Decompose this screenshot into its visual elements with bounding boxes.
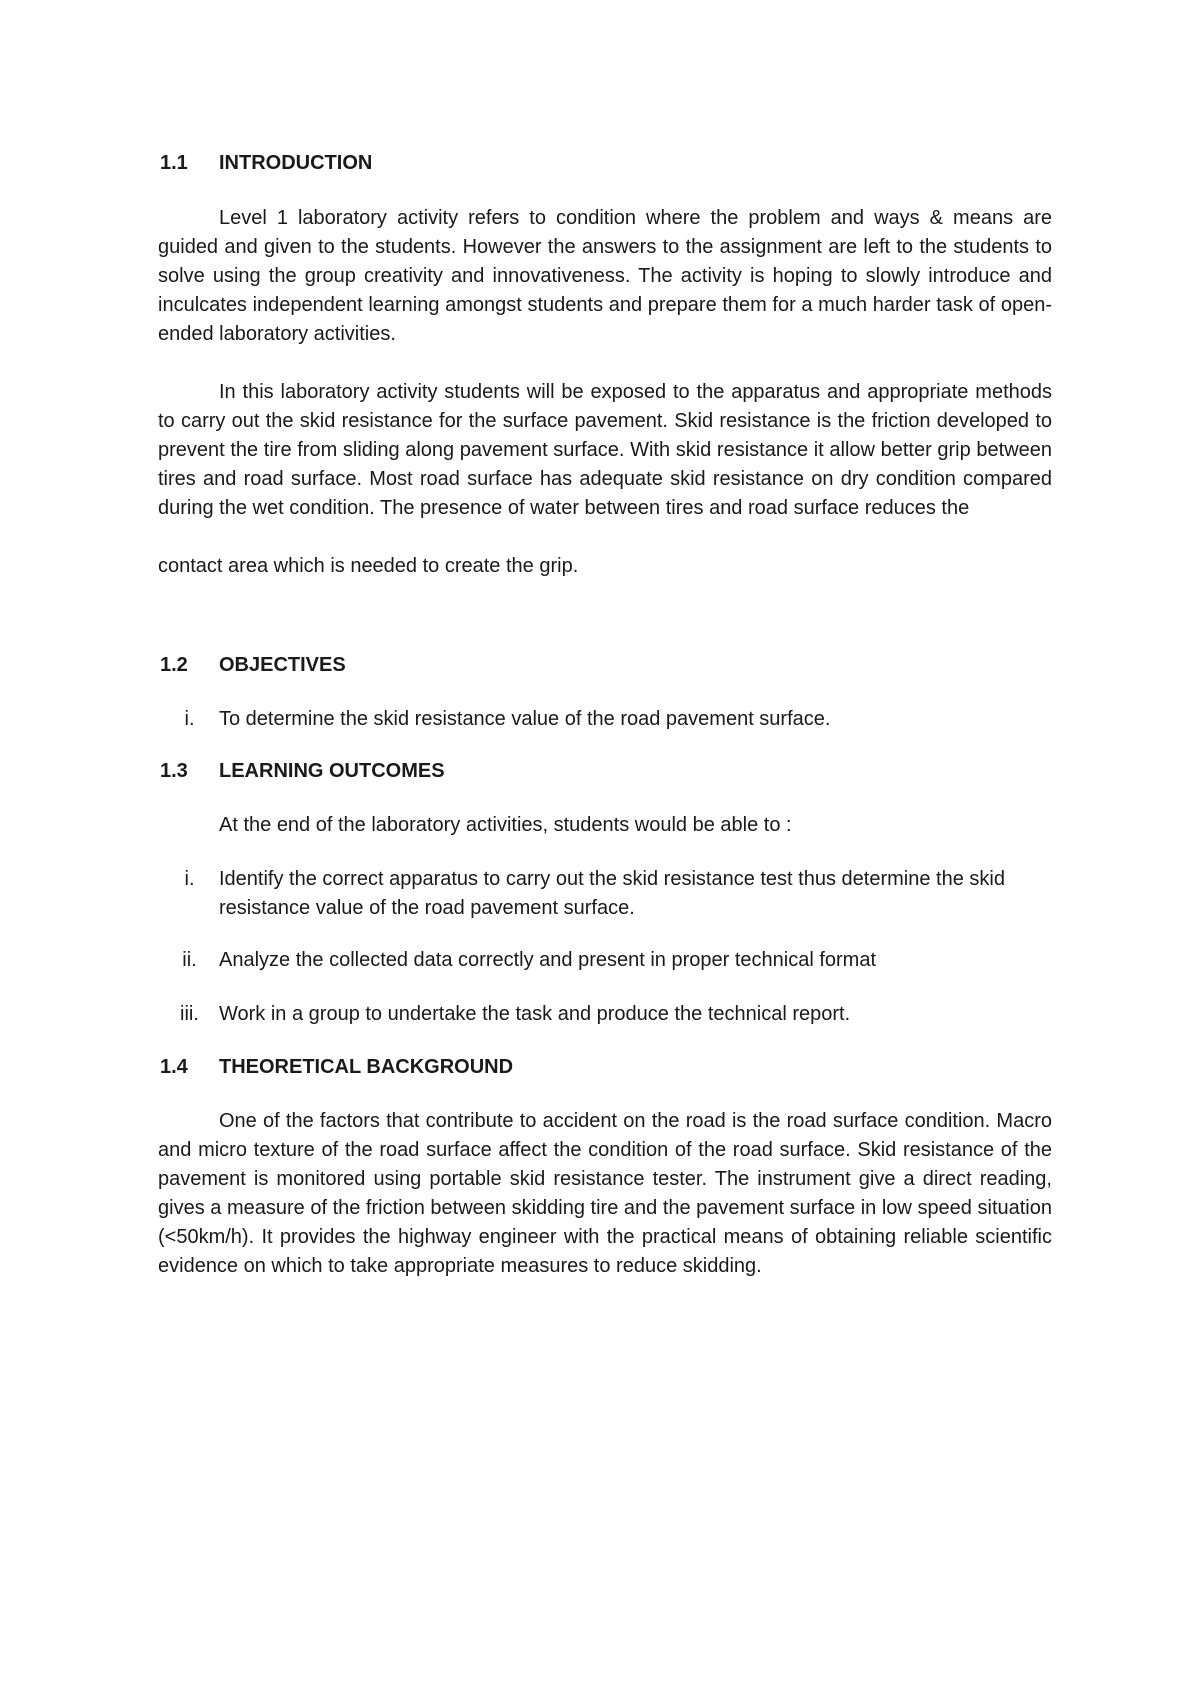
section-heading-objectives xyxy=(160,651,1060,680)
section-number: 1.3 xyxy=(160,760,188,782)
list-marker: i. xyxy=(184,708,195,730)
section-title: INTRODUCTION xyxy=(219,152,373,174)
section-title: THEORETICAL BACKGROUND xyxy=(219,1056,514,1078)
intro-paragraph-2-tail: contact area which is needed to create the grip. xyxy=(158,555,579,577)
section-heading-introduction xyxy=(160,149,1060,178)
list-item-text: Work in a group to undertake the task and produce the technical report. xyxy=(219,1003,851,1025)
list-item-text: Identify the correct apparatus to carry out the skid resistance test thus determine the skid resistance value of the road pavement surface. xyxy=(219,868,1005,919)
list-marker: iii. xyxy=(180,1003,199,1025)
intro-paragraph-2: In this laboratory activity students will be exposed to the apparatus and appropriate methods to carry out the skid resistance for the surface pavement. Skid resistance is the friction developed to prevent the tire from sliding along pavement surface. With skid resistance it allow better grip between tires and road surface. Most road surface has adequate skid resistance on dry condition compared during the wet condition. The presence of water between tires and road surface reduces the xyxy=(158,381,1052,519)
section-title: LEARNING OUTCOMES xyxy=(219,760,445,782)
outcomes-lead-text: At the end of the laboratory activities, students would be able to : xyxy=(219,814,792,836)
intro-paragraph-1: Level 1 laboratory activity refers to condition where the problem and ways & means are guided and given to the students. However the answers to the assignment are left to the students to solve using the group creativity and innovativeness. The activity is hoping to slowly introduce and inculcates independent learning amongst students and prepare them for a much harder task of open-ended laboratory activities. xyxy=(158,207,1052,345)
list-marker: ii. xyxy=(182,949,197,971)
list-item-text: Analyze the collected data correctly and present in proper technical format xyxy=(219,949,877,971)
section-number: 1.2 xyxy=(160,654,188,676)
list-item-text: To determine the skid resistance value of the road pavement surface. xyxy=(219,708,831,730)
list-marker: i. xyxy=(184,868,195,890)
section-number: 1.1 xyxy=(160,152,188,174)
section-number: 1.4 xyxy=(160,1056,188,1078)
section-heading-theoretical-background xyxy=(160,1053,1060,1082)
theory-paragraph-1: One of the factors that contribute to accident on the road is the road surface condition. Macro and micro texture of the road surface affect the condition of the road surface. Skid resistance of the pavement is monitored using portable skid resistance tester. The instrument give a direct reading, gives a measure of the friction between skidding tire and the pavement surface in low speed situation (<50km/h). It provides the highway engineer with the practical means of obtaining reliable scientific evidence on which to take appropriate measures to reduce skidding. xyxy=(158,1110,1052,1277)
section-title: OBJECTIVES xyxy=(219,654,346,676)
section-heading-learning-outcomes xyxy=(160,757,1060,786)
